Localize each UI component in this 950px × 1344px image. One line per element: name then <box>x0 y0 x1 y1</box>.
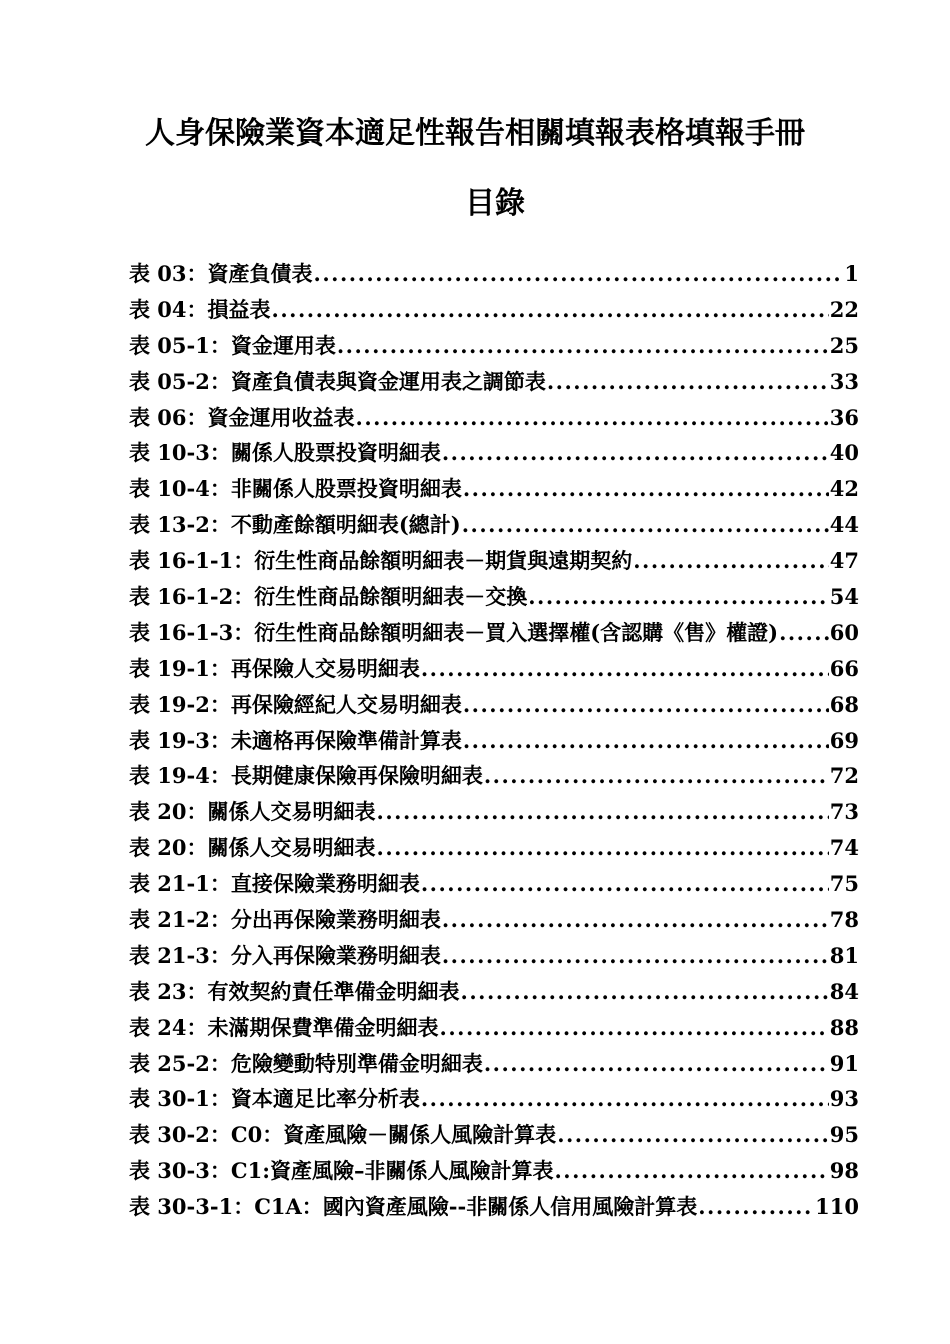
toc-entry-label: 表 05-1：資金運用表 <box>129 332 336 358</box>
toc-entry[interactable] <box>129 509 859 545</box>
toc-entry-page-number: 78 <box>829 907 859 933</box>
toc-dot-leader <box>272 297 829 322</box>
toc-entry-page-number: 98 <box>829 1158 859 1184</box>
toc-dot-leader <box>421 1086 829 1111</box>
toc-entry-label: 表 10-4：非關係人股票投資明細表 <box>129 476 462 502</box>
toc-entry-page-number: 110 <box>815 1194 859 1220</box>
toc-entry-label: 表 30-1：資本適足比率分析表 <box>129 1086 420 1112</box>
toc-dot-leader <box>528 584 829 609</box>
toc-entry[interactable] <box>129 796 859 832</box>
toc-entry[interactable] <box>129 976 859 1012</box>
toc-entry-page-number: 74 <box>829 835 859 861</box>
toc-entry[interactable] <box>129 545 859 581</box>
toc-dot-leader <box>377 799 829 824</box>
toc-entry-page-number: 84 <box>829 978 859 1004</box>
toc-entry-label: 表 21-3：分入再保險業務明細表 <box>129 942 441 968</box>
toc-dot-leader <box>547 369 829 394</box>
toc-dot-leader <box>484 763 829 788</box>
toc-dot-leader <box>314 261 844 286</box>
toc-entry-label: 表 16-1-1：衍生性商品餘額明細表－期貨與遠期契約 <box>129 548 633 574</box>
toc-dot-leader <box>554 1158 828 1183</box>
toc-entry[interactable] <box>129 402 859 438</box>
toc-entry[interactable] <box>129 653 859 689</box>
toc-entry-page-number: 22 <box>829 296 859 322</box>
toc-entry-label: 表 20：關係人交易明細表 <box>129 835 376 861</box>
toc-dot-leader <box>557 1122 829 1147</box>
toc-entry-label: 表 30-3：C1:資產風險–非關係人風險計算表 <box>129 1158 554 1184</box>
toc-entry-label: 表 21-2：分出再保險業務明細表 <box>129 907 441 933</box>
toc-entry-page-number: 93 <box>829 1086 859 1112</box>
toc-dot-leader <box>440 1015 829 1040</box>
toc-entry-page-number: 73 <box>829 799 859 825</box>
toc-dot-leader <box>463 728 829 753</box>
toc-heading: 目錄 <box>465 186 525 221</box>
toc-dot-leader <box>337 333 829 358</box>
toc-entry[interactable] <box>129 725 859 761</box>
toc-dot-leader <box>698 1194 814 1219</box>
toc-entry-label: 表 20：關係人交易明細表 <box>129 799 376 825</box>
toc-dot-leader <box>463 476 829 501</box>
toc-dot-leader <box>442 943 829 968</box>
toc-entry-page-number: 36 <box>829 404 859 430</box>
toc-entry-page-number: 33 <box>829 368 859 394</box>
toc-entry-page-number: 66 <box>829 655 859 681</box>
toc-entry-label: 表 16-1-3：衍生性商品餘額明細表－買入選擇權(含認購《售》權證) <box>129 619 779 645</box>
toc-entry[interactable] <box>129 437 859 473</box>
toc-entry[interactable] <box>129 689 859 725</box>
document-title: 人身保險業資本適足性報告相關填報表格填報手冊 <box>145 116 805 151</box>
toc-entry-label: 表 19-1：再保險人交易明細表 <box>129 655 420 681</box>
toc-entry-page-number: 68 <box>829 691 859 717</box>
toc-dot-leader <box>377 835 829 860</box>
toc-entry-label: 表 24：未滿期保費準備金明細表 <box>129 1014 439 1040</box>
toc-entry[interactable] <box>129 258 859 294</box>
toc-entry-label: 表 30-2：C0：資產風險－關係人風險計算表 <box>129 1122 557 1148</box>
toc-entry-page-number: 72 <box>829 763 859 789</box>
toc-entry-page-number: 75 <box>829 871 859 897</box>
toc-entry-page-number: 47 <box>829 548 859 574</box>
toc-entry[interactable] <box>129 330 859 366</box>
toc-entry[interactable] <box>129 617 859 653</box>
toc-entry-page-number: 25 <box>829 332 859 358</box>
toc-entry-label: 表 06：資金運用收益表 <box>129 404 355 430</box>
toc-entry-page-number: 95 <box>829 1122 859 1148</box>
toc-entry-page-number: 42 <box>829 476 859 502</box>
toc-dot-leader <box>484 1051 829 1076</box>
toc-entry-page-number: 88 <box>829 1014 859 1040</box>
toc-dot-leader <box>421 656 829 681</box>
toc-entry-label: 表 16-1-2：衍生性商品餘額明細表－交換 <box>129 584 528 610</box>
toc-entry[interactable] <box>129 294 859 330</box>
toc-dot-leader <box>462 512 829 537</box>
toc-entry-page-number: 54 <box>829 584 859 610</box>
toc-entry[interactable] <box>129 581 859 617</box>
toc-entry-label: 表 19-2：再保險經紀人交易明細表 <box>129 691 462 717</box>
toc-entry[interactable] <box>129 1155 859 1191</box>
toc-dot-leader <box>356 405 829 430</box>
toc-entry[interactable] <box>129 760 859 796</box>
toc-dot-leader <box>442 907 829 932</box>
toc-entry-label: 表 10-3：關係人股票投資明細表 <box>129 440 441 466</box>
toc-entry-label: 表 13-2：不動產餘額明細表(總計) <box>129 512 461 538</box>
toc-entry[interactable] <box>129 1048 859 1084</box>
toc-entry-label: 表 05-2：資產負債表與資金運用表之調節表 <box>129 368 546 394</box>
toc-entry-page-number: 44 <box>829 512 859 538</box>
toc-entry[interactable] <box>129 904 859 940</box>
toc-dot-leader <box>442 440 829 465</box>
toc-entry-label: 表 19-4：長期健康保險再保險明細表 <box>129 763 483 789</box>
toc-entry-label: 表 04：損益表 <box>129 296 271 322</box>
toc-dot-leader <box>633 548 829 573</box>
toc-entry[interactable] <box>129 1012 859 1048</box>
toc-entry[interactable] <box>129 940 859 976</box>
toc-dot-leader <box>461 979 829 1004</box>
toc-entry-label: 表 19-3：未適格再保險準備計算表 <box>129 727 462 753</box>
toc-entry-page-number: 69 <box>829 727 859 753</box>
toc-entry[interactable] <box>129 1191 859 1227</box>
toc-entry[interactable] <box>129 832 859 868</box>
toc-entry-label: 表 23：有效契約責任準備金明細表 <box>129 978 460 1004</box>
toc-entry-label: 表 03：資產負債表 <box>129 261 313 286</box>
toc-entry[interactable] <box>129 366 859 402</box>
toc-entry-page-number: 60 <box>829 619 859 645</box>
toc-entry-label: 表 21-1：直接保險業務明細表 <box>129 871 420 897</box>
toc-entry-label: 表 25-2：危險變動特別準備金明細表 <box>129 1050 483 1076</box>
toc-entry[interactable] <box>129 1119 859 1155</box>
toc-dot-leader <box>421 871 829 896</box>
toc-entry[interactable] <box>129 868 859 904</box>
toc-entry[interactable] <box>129 473 859 509</box>
toc-dot-leader <box>463 692 829 717</box>
toc-entry-page-number: 1 <box>844 261 859 286</box>
toc-entry[interactable] <box>129 1083 859 1119</box>
toc-entry-page-number: 91 <box>829 1050 859 1076</box>
toc-entry-page-number: 40 <box>829 440 859 466</box>
toc-entry-label: 表 30-3-1：C1A：國內資產風險--非關係人信用風險計算表 <box>129 1194 698 1220</box>
table-of-contents <box>129 258 859 1227</box>
toc-dot-leader <box>779 620 829 645</box>
toc-entry-page-number: 81 <box>829 942 859 968</box>
